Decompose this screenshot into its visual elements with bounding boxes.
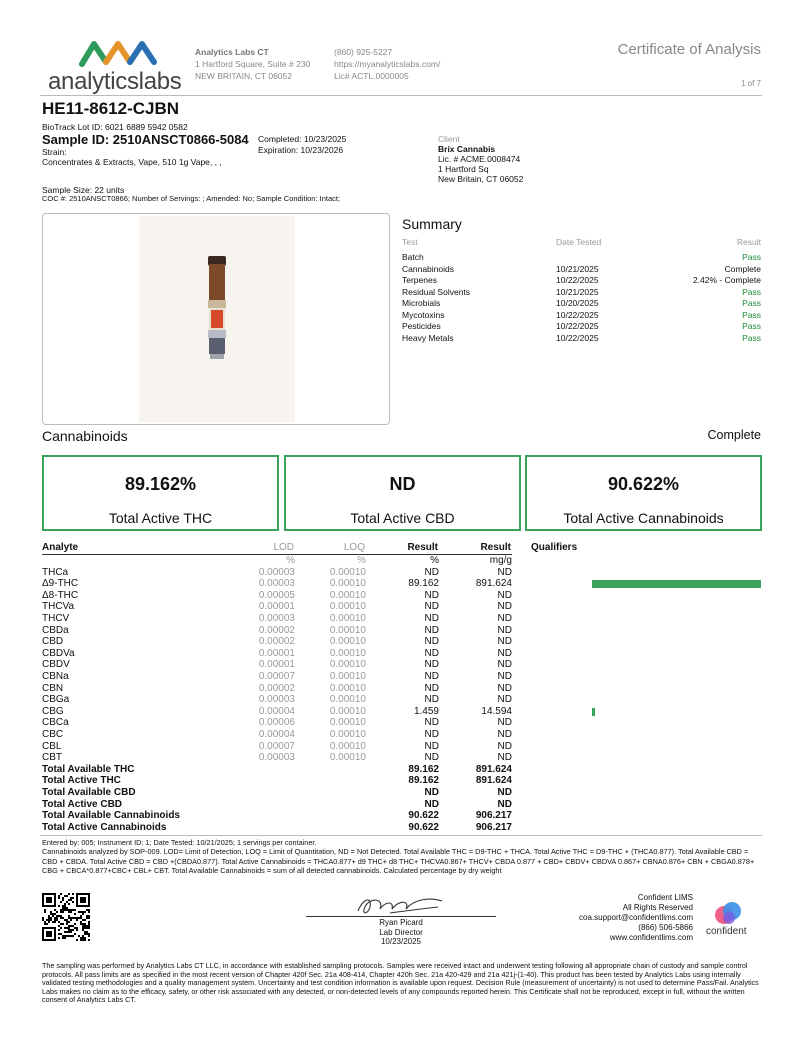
summary-test-date: 10/22/2025 xyxy=(556,321,599,331)
vape-cartridge-image xyxy=(139,216,295,422)
analyte-loq: 0.00010 xyxy=(329,682,366,694)
total-result-pct: 89.162 xyxy=(408,775,439,787)
analyte-lod: 0.00005 xyxy=(258,589,295,601)
analyte-name: CBN xyxy=(42,682,64,694)
analyte-lod: 0.00002 xyxy=(258,624,295,636)
qr-code-graphic xyxy=(42,893,90,941)
analyte-loq: 0.00010 xyxy=(329,589,366,601)
analyte-result-mg: ND xyxy=(497,647,512,659)
analyte-name: CBNa xyxy=(42,671,69,682)
cannabinoids-status: Complete xyxy=(707,428,761,442)
footer-divider xyxy=(40,835,762,836)
analyte-result-mg: ND xyxy=(497,566,512,578)
summary-test-name: Residual Solvents xyxy=(402,286,471,297)
analyte-result-pct: 1.459 xyxy=(413,705,439,717)
analytics-labs-logo xyxy=(48,38,183,93)
analyte-result-pct: ND xyxy=(424,682,439,694)
analyte-lod: 0.00003 xyxy=(258,694,295,706)
total-result-mg: ND xyxy=(497,787,512,798)
total-result-pct: 90.622 xyxy=(408,821,439,833)
analyte-name: Δ9-THC xyxy=(42,578,79,590)
summary-test-name: Pesticides xyxy=(402,321,441,331)
col-header-lod: LOD xyxy=(273,542,294,553)
header-divider xyxy=(40,95,762,96)
col-header-result-mg: Result xyxy=(480,542,511,553)
analyte-lod: 0.00001 xyxy=(258,601,295,613)
analyte-result-mg: ND xyxy=(497,682,512,694)
analyte-loq: 0.00010 xyxy=(329,671,366,682)
lab-contact xyxy=(334,46,440,82)
analyte-lod: 0.00001 xyxy=(258,647,295,659)
analyte-name: Δ8-THC xyxy=(42,589,79,601)
analyte-result-pct: ND xyxy=(424,717,439,729)
analyte-result-pct: ND xyxy=(424,740,439,752)
summary-test-result: Pass xyxy=(742,321,761,331)
analyte-lod: 0.00006 xyxy=(258,717,295,729)
summary-test-result: Complete xyxy=(724,263,761,274)
analyte-result-mg: 14.594 xyxy=(481,705,512,717)
analyte-result-pct: ND xyxy=(424,566,439,578)
units-row xyxy=(42,555,762,567)
stat-box-total-active-cbd xyxy=(284,455,521,531)
analyte-result-mg: ND xyxy=(497,659,512,671)
analyte-name: CBT xyxy=(42,752,62,764)
unit-loq: % xyxy=(357,555,366,566)
unit-result-pct: % xyxy=(430,555,439,566)
analyte-result-pct: ND xyxy=(424,624,439,636)
col-header-qualifiers: Qualifiers xyxy=(531,542,578,553)
lims-info xyxy=(579,893,693,943)
analyte-lod: 0.00001 xyxy=(258,659,295,671)
lab-name: Analytics Labs CT xyxy=(195,47,269,57)
analyte-result-pct: ND xyxy=(424,729,439,740)
coc-details: COC #: 2510ANSCT0866; Number of Servings: ; Amended: No; Sample Condition: Intact; xyxy=(42,194,341,203)
analyte-loq: 0.00010 xyxy=(329,729,366,740)
lab-address-line1: 1 Hartford Square, Suite # 230 xyxy=(195,59,311,69)
stat-value: 89.162% xyxy=(124,474,197,494)
table-row xyxy=(42,671,762,683)
analyte-result-mg: ND xyxy=(497,589,512,601)
summary-test-name: Batch xyxy=(402,252,424,262)
analyte-name: CBG xyxy=(42,705,64,717)
client-label: Client xyxy=(438,134,460,144)
total-row xyxy=(42,810,762,822)
total-row xyxy=(42,787,762,799)
sample-size: Sample Size: 22 units xyxy=(42,185,125,195)
analyte-loq: 0.00010 xyxy=(329,601,366,613)
stat-label: Total Active THC xyxy=(108,510,213,526)
summary-test-date: 10/20/2025 xyxy=(556,298,599,308)
summary-test-name: Terpenes xyxy=(402,275,437,285)
analyte-lod: 0.00003 xyxy=(258,752,295,764)
summary-test-result: Pass xyxy=(742,332,761,343)
summary-test-name: Heavy Metals xyxy=(402,332,454,343)
client-name: Brix Cannabis xyxy=(438,144,496,154)
analyte-lod: 0.00003 xyxy=(258,566,295,578)
total-result-pct: ND xyxy=(424,787,439,798)
confident-logo xyxy=(704,901,754,941)
analyte-name: CBL xyxy=(42,740,62,752)
analyte-result-mg: ND xyxy=(497,740,512,752)
summary-test-name: Cannabinoids xyxy=(402,263,454,274)
lims-email-link[interactable]: coa.support@confidentlims.com xyxy=(579,913,693,922)
table-row xyxy=(42,741,762,753)
analyte-result-pct: ND xyxy=(424,694,439,706)
total-result-mg: 906.217 xyxy=(475,810,512,822)
analyte-lod: 0.00004 xyxy=(258,705,295,717)
analyte-loq: 0.00010 xyxy=(329,613,366,624)
analyte-lod: 0.00007 xyxy=(258,671,295,682)
summary-test-date: 10/22/2025 xyxy=(556,332,599,343)
analyte-result-pct: ND xyxy=(424,589,439,601)
analyte-name: THCVa xyxy=(42,601,75,613)
strain: Strain: xyxy=(42,147,67,157)
analyte-name: CBDV xyxy=(42,659,70,671)
completed-date: Completed: 10/23/2025 xyxy=(258,134,347,144)
analyte-result-mg: ND xyxy=(497,601,512,613)
analyte-result-mg: ND xyxy=(497,624,512,636)
analyte-lod: 0.00003 xyxy=(258,578,295,590)
lab-info xyxy=(195,46,310,82)
page-number: 1 of 7 xyxy=(740,79,761,88)
document-title: Certificate of Analysis xyxy=(617,41,761,58)
analyte-result-pct: ND xyxy=(424,647,439,659)
client-info xyxy=(438,134,523,184)
analyte-loq: 0.00010 xyxy=(329,694,366,706)
photo-background xyxy=(139,216,295,422)
analyte-result-mg: 891.624 xyxy=(475,578,512,590)
table-row xyxy=(42,590,762,602)
total-result-pct: 89.162 xyxy=(408,763,439,775)
analyte-result-mg: ND xyxy=(497,671,512,682)
analyte-loq: 0.00010 xyxy=(329,659,366,671)
total-name: Total Active CBD xyxy=(42,798,123,810)
col-header-loq: LOQ xyxy=(343,542,365,553)
analyte-result-mg: ND xyxy=(497,752,512,764)
client-address-line2: New Britain, CT 06052 xyxy=(438,174,524,184)
lims-name: Confident LIMS xyxy=(637,893,693,902)
summary-test-name: Microbials xyxy=(402,298,441,308)
table-row xyxy=(42,625,762,637)
unit-lod: % xyxy=(286,555,295,566)
client-license: Lic. # ACME.0008474 xyxy=(438,154,521,164)
total-result-pct: 90.622 xyxy=(408,810,439,822)
table-row xyxy=(42,659,762,671)
signer-name: Ryan Picard xyxy=(379,918,423,927)
footer-notes xyxy=(42,838,762,875)
summary-test-result: Pass xyxy=(742,298,761,308)
analyte-result-mg: ND xyxy=(497,729,512,740)
summary-test-result: Pass xyxy=(742,309,761,320)
stat-label: Total Active CBD xyxy=(350,510,455,526)
summary-test-date: 10/21/2025 xyxy=(556,263,599,274)
molecule-logo-icon xyxy=(78,38,158,68)
total-name: Total Active Cannabinoids xyxy=(42,821,167,833)
analyte-result-pct: ND xyxy=(424,659,439,671)
table-row xyxy=(42,706,762,718)
summary-test-result: Pass xyxy=(742,252,761,262)
table-row xyxy=(42,683,762,695)
total-result-mg: ND xyxy=(497,798,512,810)
summary-title: Summary xyxy=(402,216,462,232)
total-name: Total Available Cannabinoids xyxy=(42,810,180,822)
analyte-result-pct: ND xyxy=(424,671,439,682)
confident-logo-icon xyxy=(704,901,754,927)
lims-phone: (866) 506-5866 xyxy=(638,923,693,932)
summary-test-result: Pass xyxy=(742,286,761,297)
analyte-loq: 0.00010 xyxy=(329,636,366,648)
col-header-result-pct: Result xyxy=(407,542,438,553)
total-name: Total Available CBD xyxy=(42,787,136,798)
table-row xyxy=(42,729,762,741)
stat-value: ND xyxy=(389,474,416,494)
total-result-mg: 891.624 xyxy=(475,763,512,775)
total-result-mg: 906.217 xyxy=(475,821,512,833)
analyte-name: CBDVa xyxy=(42,647,75,659)
analyte-lod: 0.00003 xyxy=(258,613,295,624)
table-row xyxy=(42,694,762,706)
signer-title: Lab Director xyxy=(379,927,423,937)
table-row xyxy=(42,567,762,579)
lab-website-link[interactable]: https://myanalyticslabs.com/ xyxy=(334,59,441,69)
lims-rights: All Rights Reserved xyxy=(622,903,693,912)
analyte-loq: 0.00010 xyxy=(329,647,366,659)
signature-line xyxy=(306,916,496,917)
col-header-analyte: Analyte xyxy=(42,542,79,553)
summary-test-date: 10/21/2025 xyxy=(556,286,599,297)
table-row xyxy=(42,648,762,660)
analyte-name: THCa xyxy=(42,566,69,578)
stat-value: 90.622% xyxy=(607,474,680,494)
analyte-loq: 0.00010 xyxy=(329,578,366,590)
analyte-name: CBD xyxy=(42,636,64,648)
analyte-result-pct: ND xyxy=(424,636,439,648)
logo-text: analyticslabs xyxy=(48,68,182,95)
total-name: Total Available THC xyxy=(42,763,135,775)
summary-test-date: 10/22/2025 xyxy=(556,309,599,320)
analyte-name: CBDa xyxy=(42,624,69,636)
analyte-result-pct: ND xyxy=(424,752,439,764)
disclaimer: The sampling was performed by Analytics Labs CT LLC, in accordance with established sampling protocols. Samples were received intact and underwent testing following all appropriate chain of custody and sample control protocols. All pass limits are as specified in the most recent version of Chapter 420f Sec. 21a 408-414, Chapter 420h Sec. 21a 420-429 and 21a 421j-(1-40). This product has been tested by Analytics Labs using internally validated testing methodologies and a quality management system. Uncertainty and test condition information is available upon request. Decision Rule (measurement of uncertainty) is not used to determine Pass/Fail. Analytics Labs makes no claim as to the efficacy, safety, or other risk associated with any detected, or non-detected levels of any compounds reported herein. This Certificate shall not be reproduced, except in full, without the written consent of Analytics Labs CT. xyxy=(42,961,759,1005)
analyte-loq: 0.00010 xyxy=(329,740,366,752)
total-row xyxy=(42,775,762,787)
cannabinoids-title: Cannabinoids xyxy=(42,428,128,444)
table-row xyxy=(42,752,762,764)
expiration-date: Expiration: 10/23/2026 xyxy=(258,145,344,155)
analyte-result-mg: ND xyxy=(497,694,512,706)
analyte-result-mg: ND xyxy=(497,717,512,729)
analyte-result-mg: ND xyxy=(497,613,512,624)
unit-result-mg: mg/g xyxy=(489,555,512,566)
stat-label: Total Active Cannabinoids xyxy=(563,510,724,526)
table-row xyxy=(42,601,762,613)
total-name: Total Active THC xyxy=(42,775,121,787)
summary-header-date: Date Tested xyxy=(556,237,602,247)
total-row xyxy=(42,822,762,834)
table-row xyxy=(42,636,762,648)
signer-block xyxy=(306,918,496,947)
lims-website-link[interactable]: www.confidentlims.com xyxy=(609,933,693,942)
stat-box-total-active-cannabinoids xyxy=(525,455,762,531)
lab-phone: (860) 925-5227 xyxy=(334,47,393,57)
analyte-result-pct: ND xyxy=(424,601,439,613)
analyte-name: CBGa xyxy=(42,694,70,706)
summary-test-date: 10/22/2025 xyxy=(556,275,599,285)
analyte-name: CBCa xyxy=(42,717,69,729)
product-category: Concentrates & Extracts, Vape, 510 1g Vape, , , xyxy=(42,157,222,167)
qualifier-bar xyxy=(592,580,761,588)
table-row xyxy=(42,613,762,625)
analyte-result-pct: ND xyxy=(424,613,439,624)
analyte-lod: 0.00007 xyxy=(258,740,295,752)
total-result-mg: 891.624 xyxy=(475,775,512,787)
summary-test-name: Mycotoxins xyxy=(402,309,445,320)
analyte-lod: 0.00004 xyxy=(258,729,295,740)
table-row xyxy=(42,717,762,729)
summary-header-result: Result xyxy=(736,237,761,247)
analyte-result-mg: ND xyxy=(497,636,512,648)
total-row xyxy=(42,764,762,776)
method-note: Cannabinoids analyzed by SOP-009. LOD= Limit of Detection, LOQ = Limit of Quantitation, ND = Not Detected. Total Available THC = D9-THC + THCA. Total Active THC = D9-THC + (THCA0.877). Total Available CBD = CBD + CBDA. Total Active CBD = CBD +(CBDA0.877). Total Active Cannabinoids = THCA0.877+ d9 THC+ d8 THC+ THCVA0.867+ THCV+ CBDA 0.877 + CBD+ CBDV+ CBDVA 0.867+ CBNA0.876+ CBN + CBGA0.878+ CBG + CBCA*0.877+CBC+ CBL+ CBT. Total Available Cannabinoids = sum of all detected cannabinoids. Calculated percentage by dry weight xyxy=(42,847,755,875)
sample-id: Sample ID: 2510ANSCT0866-5084 xyxy=(42,132,249,147)
analyte-loq: 0.00010 xyxy=(329,717,366,729)
sample-dates xyxy=(258,134,346,156)
lab-license: Lic# ACTL.0000005 xyxy=(334,71,409,81)
analyte-lod: 0.00002 xyxy=(258,636,295,648)
lab-address-line2: NEW BRITAIN, CT 06052 xyxy=(195,71,292,81)
analyte-name: CBC xyxy=(42,729,64,740)
summary-test-result: 2.42% - Complete xyxy=(692,275,761,285)
total-row xyxy=(42,799,762,811)
total-result-pct: ND xyxy=(424,798,439,810)
sample-code: HE11-8612-CJBN xyxy=(42,99,180,118)
analyte-name: THCV xyxy=(42,613,70,624)
analyte-loq: 0.00010 xyxy=(329,566,366,578)
table-row xyxy=(42,578,762,590)
analyte-loq: 0.00010 xyxy=(329,705,366,717)
entry-note: Entered by: 005; Instrument ID: 1; Date Tested: 10/21/2025; 1 servings per container. xyxy=(42,838,317,847)
stat-box-total-active-thc xyxy=(42,455,279,531)
product-photo xyxy=(42,213,390,425)
analyte-result-pct: 89.162 xyxy=(408,578,439,590)
confident-logo-text: confident xyxy=(706,926,747,937)
qualifier-bar xyxy=(592,708,595,716)
qr-code-icon[interactable] xyxy=(42,893,90,941)
client-address-line1: 1 Hartford Sq xyxy=(438,164,489,174)
signer-date: 10/23/2025 xyxy=(380,937,422,946)
summary-header-test: Test xyxy=(402,237,418,247)
analyte-loq: 0.00010 xyxy=(329,752,366,764)
analyte-lod: 0.00002 xyxy=(258,682,295,694)
biotrack-lot-id: BioTrack Lot ID: 6021 6889 5942 0582 xyxy=(42,122,188,132)
analyte-loq: 0.00010 xyxy=(329,624,366,636)
